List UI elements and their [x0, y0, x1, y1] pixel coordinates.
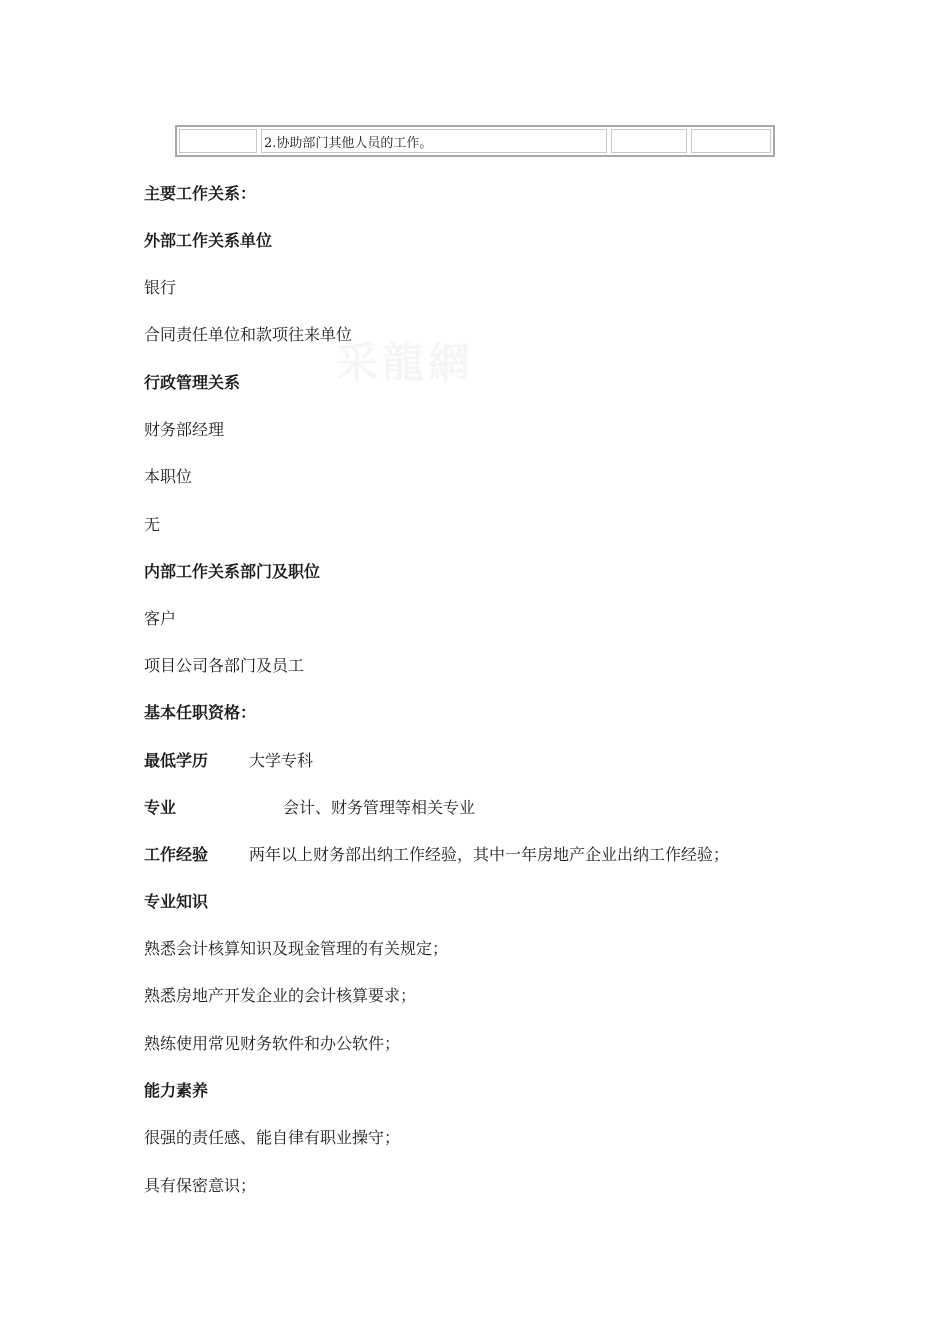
internal-item: 客户 — [144, 609, 177, 628]
admin-item: 无 — [144, 515, 161, 534]
table-cell-empty — [611, 129, 687, 153]
table-cell-empty — [179, 129, 257, 153]
knowledge-heading: 专业知识 — [144, 892, 209, 911]
major-label: 专业 — [144, 798, 177, 817]
qualification-heading: 基本任职资格： — [144, 703, 257, 722]
internal-item: 项目公司各部门及员工 — [144, 656, 305, 675]
admin-item: 财务部经理 — [144, 420, 225, 439]
education-value: 大学专科 — [249, 751, 314, 770]
ability-heading: 能力素养 — [144, 1081, 209, 1100]
knowledge-item: 熟悉房地产开发企业的会计核算要求； — [144, 986, 417, 1005]
experience-label: 工作经验 — [144, 845, 209, 864]
table-cell-empty — [691, 129, 771, 153]
main-relations-heading: 主要工作关系： — [144, 184, 257, 203]
major-value: 会计、财务管理等相关专业 — [283, 798, 476, 817]
external-relations-heading: 外部工作关系单位 — [144, 231, 273, 250]
knowledge-item: 熟练使用常见财务软件和办公软件； — [144, 1034, 401, 1053]
external-item: 合同责任单位和款项往来单位 — [144, 325, 353, 344]
experience-value: 两年以上财务部出纳工作经验，其中一年房地产企业出纳工作经验； — [249, 845, 730, 864]
ability-item: 很强的责任感、能自律有职业操守； — [144, 1128, 401, 1147]
table-cell-duty: 2.协助部门其他人员的工作。 — [261, 129, 607, 153]
external-item: 银行 — [144, 278, 177, 297]
ability-item: 具有保密意识； — [144, 1176, 257, 1195]
duty-table-row — [175, 125, 775, 157]
admin-item: 本职位 — [144, 467, 193, 486]
education-label: 最低学历 — [144, 751, 209, 770]
knowledge-item: 熟悉会计核算知识及现金管理的有关规定； — [144, 939, 449, 958]
admin-relations-heading: 行政管理关系 — [144, 373, 241, 392]
internal-relations-heading: 内部工作关系部门及职位 — [144, 562, 321, 581]
watermark-text — [336, 330, 474, 390]
